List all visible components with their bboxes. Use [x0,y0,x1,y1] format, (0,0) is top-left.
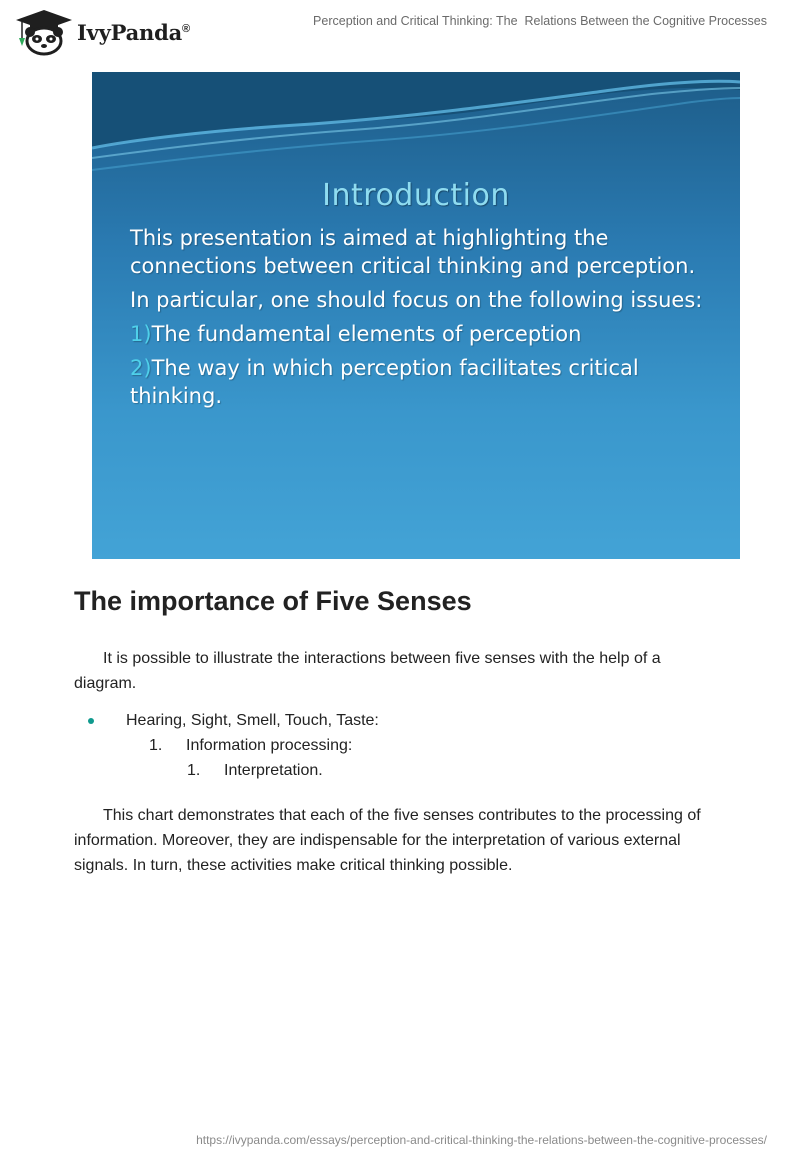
list-item: Interpretation. [224,762,323,779]
section-heading: The importance of Five Senses [74,586,472,616]
slide-text-line: This presentation is aimed at highlighting the connections between critical thinking and perception. [130,226,696,278]
slide-list-number: 1) [130,322,152,346]
slide-list-item: 1)The fundamental elements of perception [130,322,582,346]
list-item: Information processing: [186,737,353,754]
presentation-slide-image [92,72,740,559]
slide-title: Introduction [322,178,510,213]
source-url[interactable]: https://ivypanda.com/essays/perception-and-critical-thinking-the-relations-between-the-cognitive-processes/ [196,1133,767,1147]
panda-graduation-cap-icon [14,8,74,56]
ivypanda-logo[interactable] [14,8,190,56]
list-item: Hearing, Sight, Smell, Touch, Taste: [126,712,379,729]
body-paragraph: It is possible to illustrate the interactions between five senses with the help of a diagram. [74,650,661,692]
list-number: 1. [149,737,163,754]
logo-text: IvyPanda® [77,19,190,45]
bullet-icon [88,718,94,724]
document-title: Perception and Critical Thinking: The Relations Between the Cognitive Processes [313,14,767,28]
slide-list-item: 2)The way in which perception facilitates critical thinking. [130,356,639,408]
body-paragraph: This chart demonstrates that each of the five senses contributes to the processing of information. Moreover, they are indispensable for the interpretation of various external signals. In turn, these activities make critical thinking possible. [74,807,701,874]
slide-list-number: 2) [130,356,152,380]
page-header [0,0,800,60]
slide-body [130,224,710,416]
list-number: 1. [187,762,201,779]
slide-text-line: In particular, one should focus on the following issues: [130,288,703,312]
